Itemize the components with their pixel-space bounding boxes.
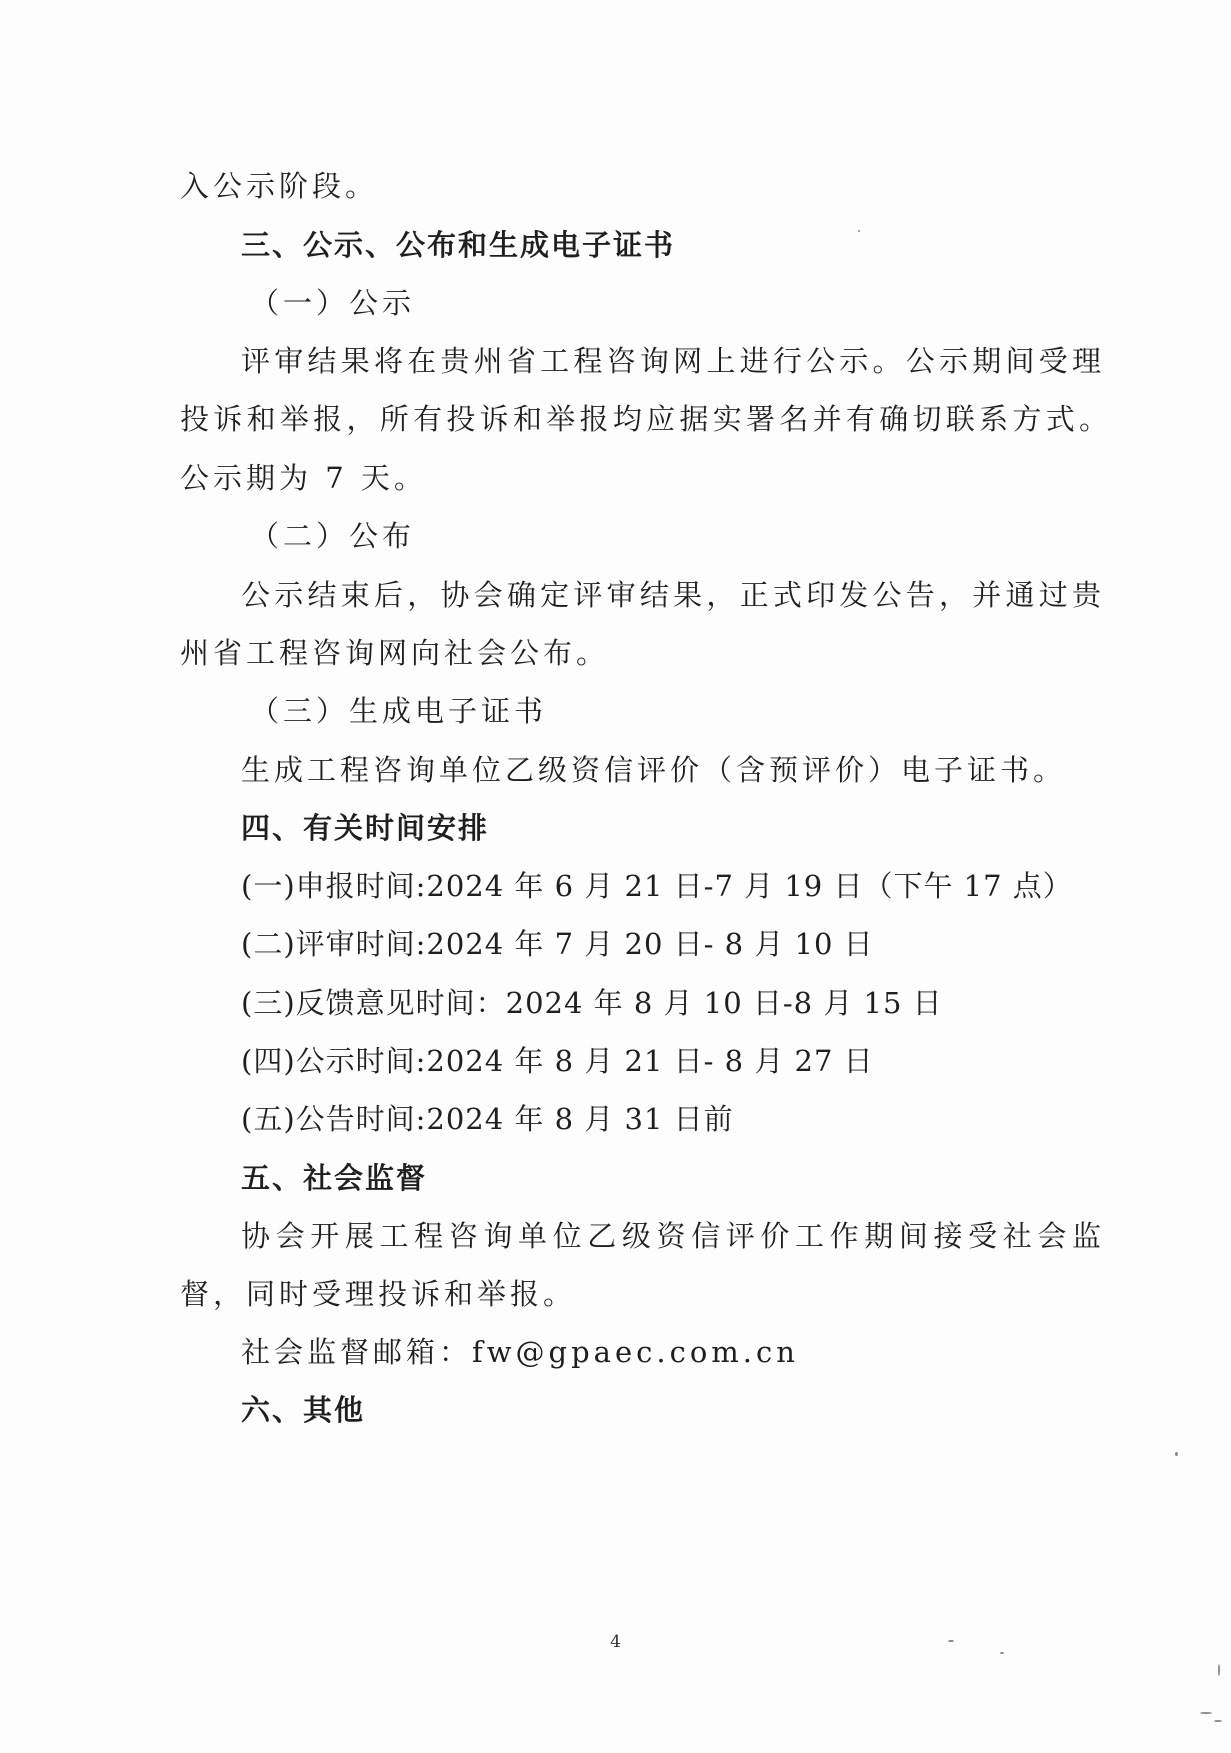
subheading-announcement: （二）公布 (250, 519, 416, 553)
paragraph-publicity-line3: 公示期为 7 天。 (180, 461, 427, 495)
section-heading-4: 四、有关时间安排 (241, 811, 490, 845)
paragraph-supervision-line1: 协会开展工程咨询单位乙级资信评价工作期间接受社会监 (241, 1219, 1103, 1253)
scan-speck (1200, 1712, 1212, 1714)
subheading-certificate: （三）生成电子证书 (250, 694, 548, 728)
paragraph-continuation: 入公示阶段。 (180, 169, 379, 203)
scan-speck (1218, 1664, 1220, 1676)
paragraph-publicity-line1: 评审结果将在贵州省工程咨询网上进行公示。公示期间受理 (241, 344, 1103, 378)
scan-speck (948, 1640, 954, 1642)
page-number: 4 (610, 1632, 621, 1652)
subheading-publicity: （一）公示 (250, 286, 416, 320)
scan-speck (858, 230, 860, 232)
section-heading-3: 三、公示、公布和生成电子证书 (241, 228, 676, 262)
paragraph-supervision-line2: 督，同时受理投诉和举报。 (180, 1277, 577, 1311)
scan-speck (1000, 1652, 1004, 1654)
paragraph-certificate: 生成工程咨询单位乙级资信评价（含预评价）电子证书。 (241, 753, 1067, 787)
supervision-email: 社会监督邮箱：fw@gpaec.com.cn (241, 1335, 799, 1369)
section-heading-5: 五、社会监督 (241, 1161, 428, 1195)
scan-speck (1214, 1720, 1222, 1722)
paragraph-announcement-line2: 州省工程咨询网向社会公布。 (180, 636, 610, 670)
paragraph-announcement-line1: 公示结束后，协会确定评审结果，正式印发公告，并通过贵 (241, 578, 1103, 612)
schedule-item-1: (一)申报时间:2024 年 6 月 21 日-7 月 19 日（下午 17 点） (241, 869, 1073, 903)
section-heading-6: 六、其他 (241, 1393, 366, 1427)
scan-speck (1175, 1452, 1178, 1456)
schedule-item-2: (二)评审时间:2024 年 7 月 20 日- 8 月 10 日 (241, 927, 874, 961)
schedule-item-4: (四)公示时间:2024 年 8 月 21 日- 8 月 27 日 (241, 1044, 874, 1078)
paragraph-publicity-line2: 投诉和举报，所有投诉和举报均应据实署名并有确切联系方式。 (180, 402, 1110, 436)
schedule-item-5: (五)公告时间:2024 年 8 月 31 日前 (241, 1102, 734, 1136)
schedule-item-3: (三)反馈意见时间：2024 年 8 月 10 日-8 月 15 日 (241, 986, 943, 1020)
